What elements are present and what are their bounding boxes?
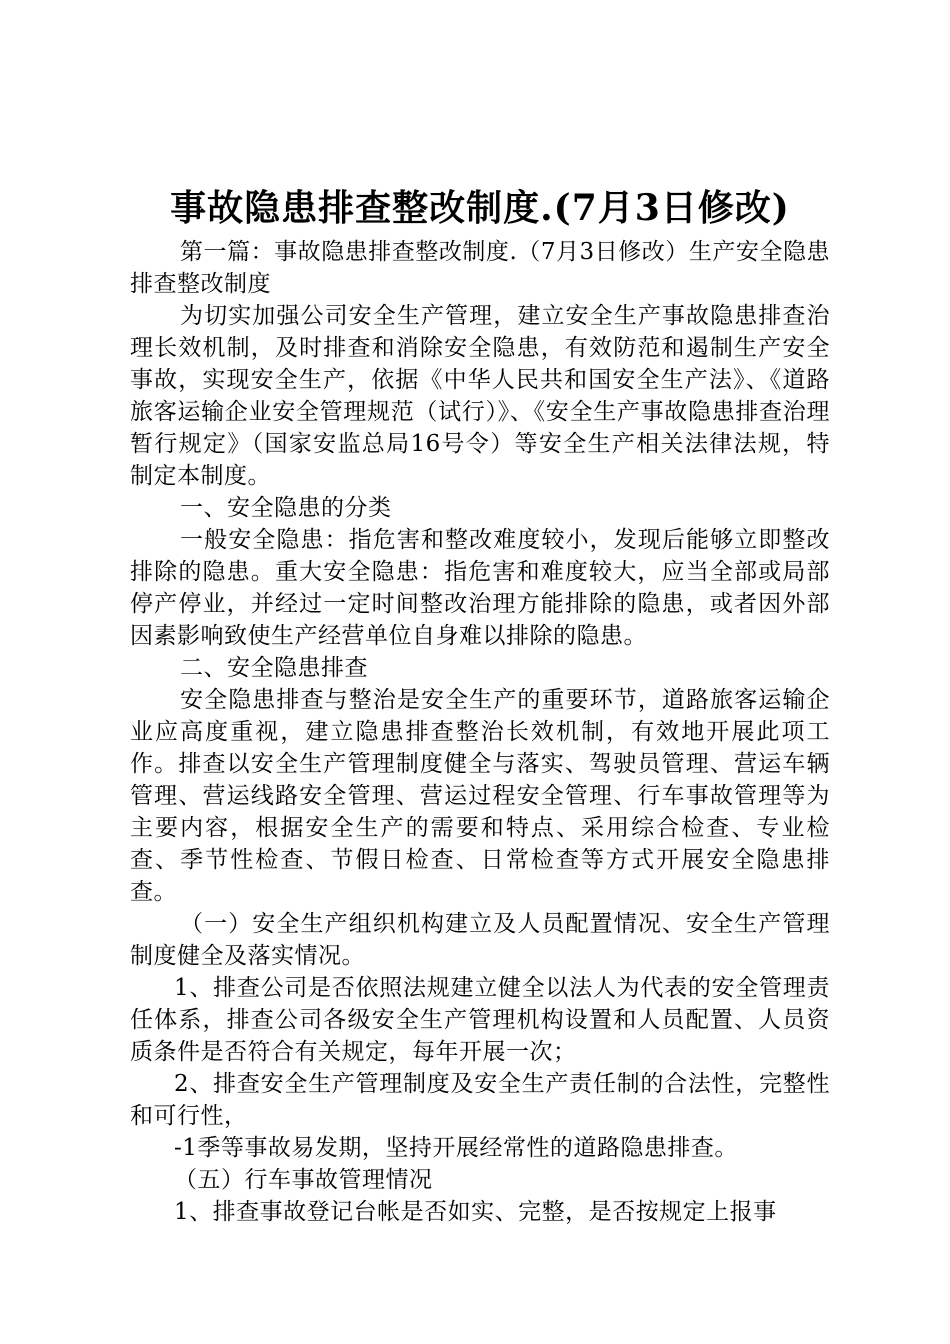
body-paragraph: （一）安全生产组织机构建立及人员配置情况、安全生产管理制度健全及落实情况。 [130,911,830,969]
body-paragraph: 二、安全隐患排查 [180,655,368,681]
body-paragraph: 为切实加强公司安全生产管理，建立安全生产事故隐患排查治理长效机制，及时排查和消除安全隐患，有效防范和遏制生产安全事故，实现安全生产，依据《中华人民共和国安全生产法》、《道路旅客运输企业安全管理规范（试行）》、《安全生产事故隐患排查治理暂行规定》（国家安监总局16号令）等安全生产相关法律法规，特制定本制度。 [130,303,830,489]
body-paragraph: 第一篇：事故隐患排查整改制度.（7月3日修改）生产安全隐患排查整改制度 [130,239,830,297]
body-paragraph: 2、排查安全生产管理制度及安全生产责任制的合法性，完整性和可行性， [130,1071,830,1129]
body-paragraph: 安全隐患排查与整治是安全生产的重要环节，道路旅客运输企业应高度重视，建立隐患排查整治长效机制，有效地开展此项工作。排查以安全生产管理制度健全与落实、驾驶员管理、营运车辆管理、营运线路安全管理、营运过程安全管理、行车事故管理等为主要内容，根据安全生产的需要和特点、采用综合检查、专业检查、季节性检查、节假日检查、日常检查等方式开展安全隐患排查。 [130,687,830,905]
body-paragraph: （五）行车事故管理情况 [174,1167,433,1193]
body-paragraph: 一、安全隐患的分类 [180,495,392,521]
body-paragraph: -1季等事故易发期，坚持开展经常性的道路隐患排查。 [174,1135,738,1161]
body-paragraph: 1、排查事故登记台帐是否如实、完整，是否按规定上报事 [174,1199,777,1225]
document-page [130,182,830,1228]
body-paragraph: 一般安全隐患：指危害和整改难度较小，发现后能够立即整改排除的隐患。重大安全隐患：指危害和难度较大，应当全部或局部停产停业，并经过一定时间整改治理方能排除的隐患，或者因外部因素影响致使生产经营单位自身难以排除的隐患。 [130,527,830,649]
document-title: 事故隐患排查整改制度.(7月3日修改) [170,187,790,229]
document-body [130,236,830,1228]
body-paragraph: 1、排查公司是否依照法规建立健全以法人为代表的安全管理责任体系，排查公司各级安全生产管理机构设置和人员配置、人员资质条件是否符合有关规定，每年开展一次； [130,975,830,1065]
